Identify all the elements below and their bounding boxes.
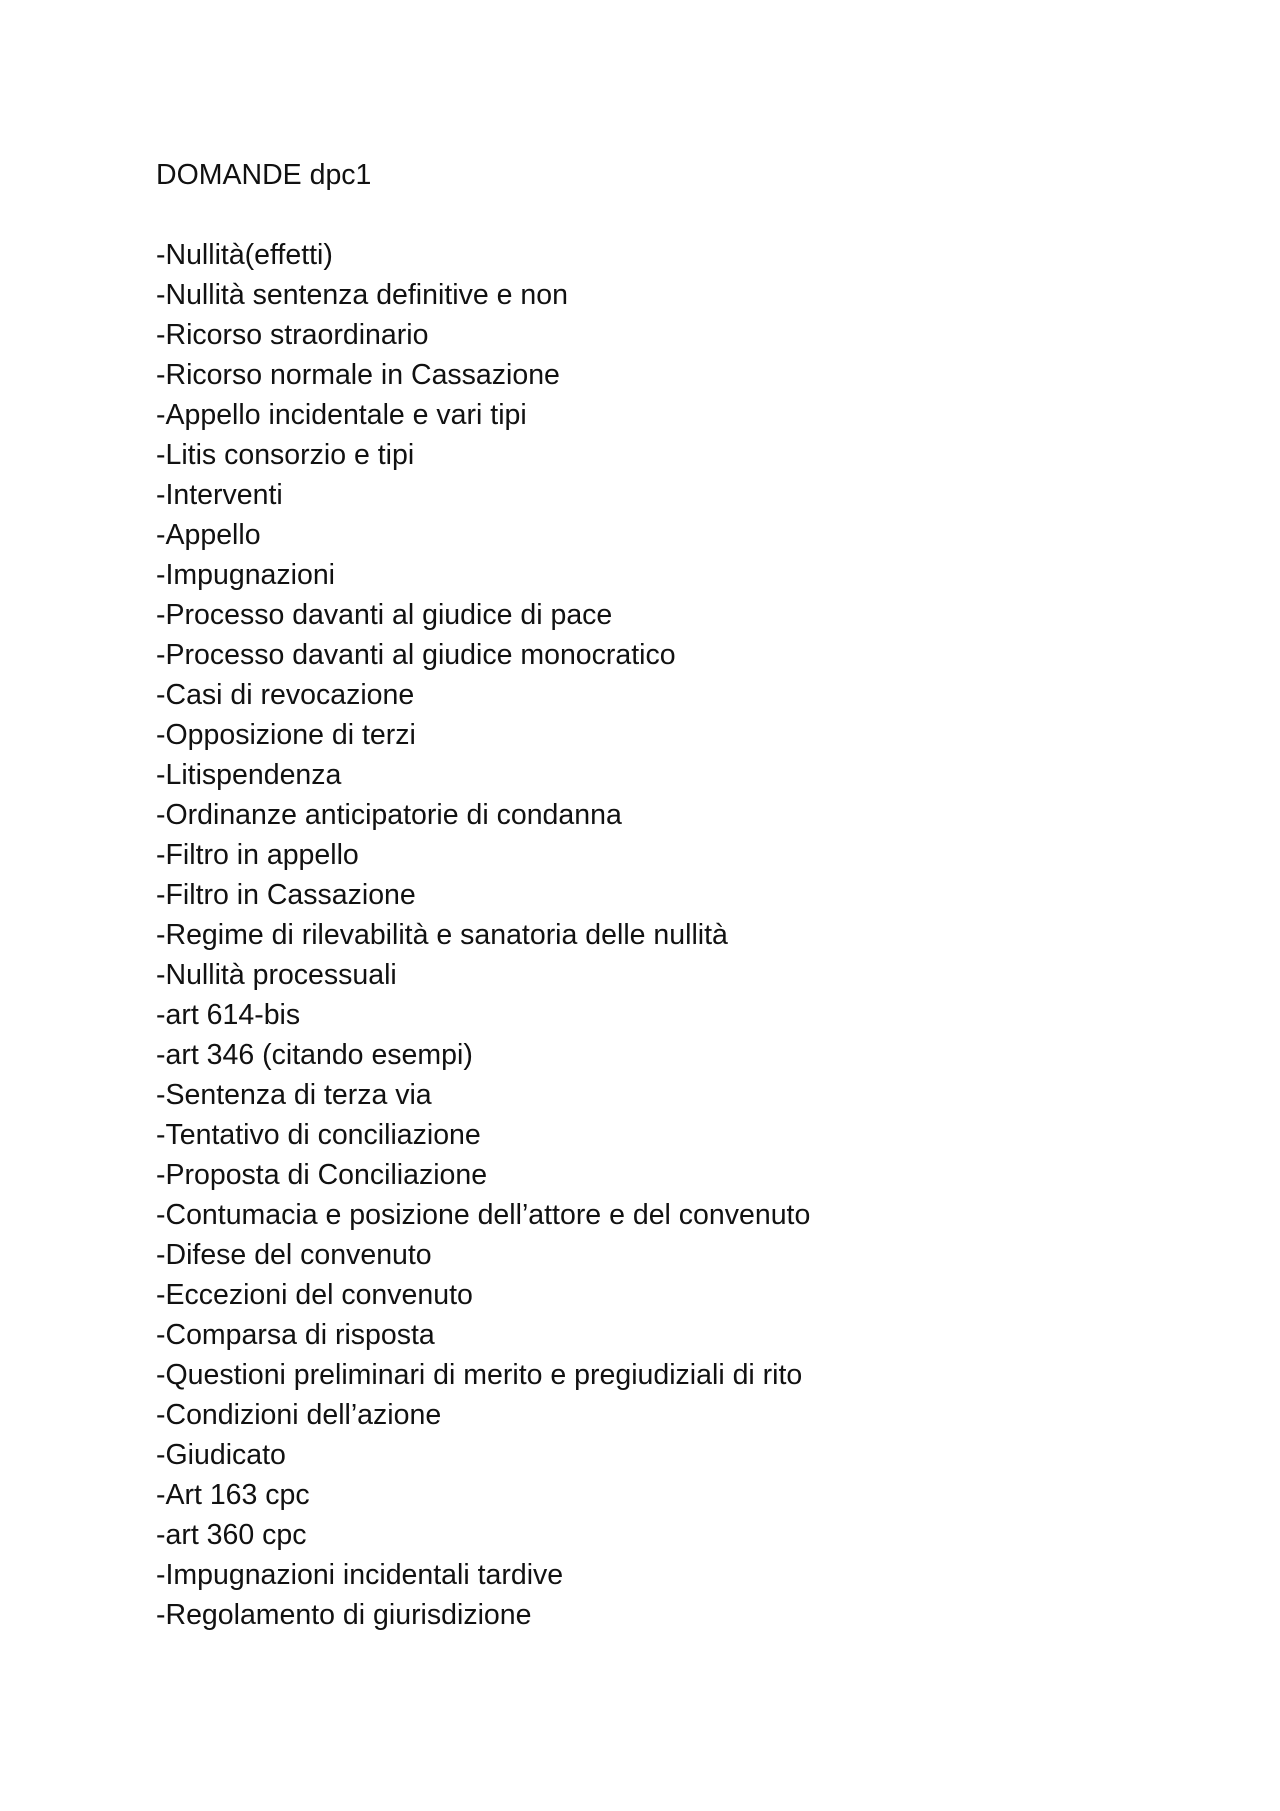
question-item: -art 360 cpc	[156, 1519, 307, 1551]
question-item: -Opposizione di terzi	[156, 719, 416, 751]
question-item: -Ricorso normale in Cassazione	[156, 359, 560, 391]
blank-line	[156, 195, 1156, 235]
question-item: -Litis consorzio e tipi	[156, 439, 415, 471]
question-item: -Casi di revocazione	[156, 679, 415, 711]
question-item: -Comparsa di risposta	[156, 1319, 435, 1351]
question-item: -Filtro in Cassazione	[156, 879, 416, 911]
question-item: -Giudicato	[156, 1439, 286, 1471]
question-item: -Nullità processuali	[156, 959, 397, 991]
question-item: -Processo davanti al giudice di pace	[156, 599, 613, 631]
question-item: -Eccezioni del convenuto	[156, 1279, 473, 1311]
question-item: -Litispendenza	[156, 759, 342, 791]
question-item: -Tentativo di conciliazione	[156, 1119, 481, 1151]
question-item: -Proposta di Conciliazione	[156, 1159, 488, 1191]
question-item: -Ricorso straordinario	[156, 319, 429, 351]
document-title: DOMANDE dpc1	[156, 159, 372, 191]
question-item: -Nullità(effetti)	[156, 239, 333, 271]
question-item: -Ordinanze anticipatorie di condanna	[156, 799, 622, 831]
question-item: -Regolamento di giurisdizione	[156, 1599, 532, 1631]
question-item: -Nullità sentenza definitive e non	[156, 279, 568, 311]
question-item: -art 614-bis	[156, 999, 301, 1031]
question-item: -Appello	[156, 519, 261, 551]
question-item: -Filtro in appello	[156, 839, 359, 871]
question-item: -Regime di rilevabilità e sanatoria delle nullità	[156, 919, 728, 951]
question-item: -Condizioni dell’azione	[156, 1399, 442, 1431]
question-item: -Difese del convenuto	[156, 1239, 432, 1271]
question-item: -Impugnazioni	[156, 559, 336, 591]
question-item: -Processo davanti al giudice monocratico	[156, 639, 676, 671]
question-item: -art 346 (citando esempi)	[156, 1039, 473, 1071]
question-item: -Contumacia e posizione dell’attore e del convenuto	[156, 1199, 811, 1231]
question-item: -Interventi	[156, 479, 283, 511]
question-item: -Questioni preliminari di merito e pregiudiziali di rito	[156, 1359, 803, 1391]
question-item: -Impugnazioni incidentali tardive	[156, 1559, 564, 1591]
question-item: -Art 163 cpc	[156, 1479, 310, 1511]
document-content	[156, 155, 1156, 1635]
question-item: -Appello incidentale e vari tipi	[156, 399, 527, 431]
question-item: -Sentenza di terza via	[156, 1079, 432, 1111]
question-list	[156, 235, 1156, 1635]
